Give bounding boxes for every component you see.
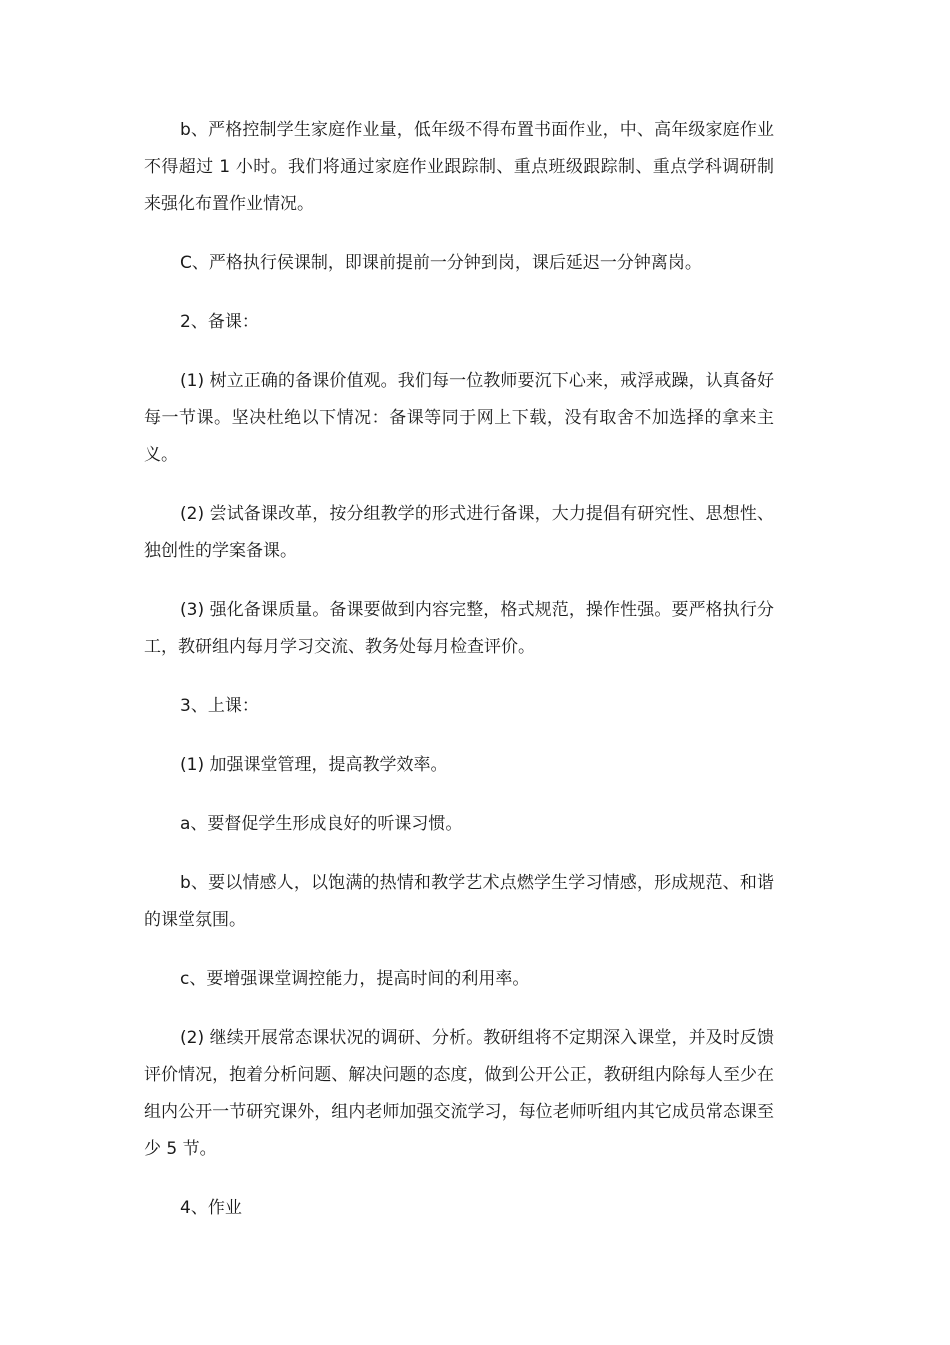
- section-heading-homework: 4、作业: [180, 1198, 242, 1218]
- paragraph-class-control: c、要增强课堂调控能力，提高时间的利用率。: [180, 969, 530, 989]
- paragraph-emotion: b、要以情感人，以饱满的热情和教学艺术点燃学生学习情感，形成规范、和谐的课堂氛围。: [144, 873, 774, 930]
- paragraph-prep-values: (1) 树立正确的备课价值观。我们每一位教师要沉下心来，戒浮戒躁，认真备好每一节课。坚决杜绝以下情况：备课等同于网上下载，没有取舍不加选择的拿来主义。: [144, 371, 774, 465]
- paragraph-class-waiting: C、严格执行侯课制，即课前提前一分钟到岗，课后延迟一分钟离岗。: [180, 253, 702, 273]
- paragraph-listening-habits: a、要督促学生形成良好的听课习惯。: [180, 814, 463, 834]
- paragraph-prep-quality: (3) 强化备课质量。备课要做到内容完整，格式规范，操作性强。要严格执行分工，教研组内每月学习交流、教务处每月检查评价。: [144, 600, 774, 657]
- paragraph-regular-class-research: (2) 继续开展常态课状况的调研、分析。教研组将不定期深入课堂，并及时反馈评价情况，抱着分析问题、解决问题的态度，做到公开公正，教研组内除每人至少在组内公开一节研究课外，组内老师加强交流学习，每位老师听组内其它成员常态课至少 5 节。: [144, 1028, 774, 1159]
- paragraph-prep-reform: (2) 尝试备课改革，按分组教学的形式进行备课，大力提倡有研究性、思想性、独创性的学案备课。: [144, 504, 774, 561]
- section-heading-lesson-prep: 2、备课：: [180, 312, 259, 332]
- paragraph-class-management: (1) 加强课堂管理，提高教学效率。: [180, 755, 448, 775]
- paragraph-homework-limit: b、严格控制学生家庭作业量，低年级不得布置书面作业，中、高年级家庭作业不得超过 1 小时。我们将通过家庭作业跟踪制、重点班级跟踪制、重点学科调研制来强化布置作业情况。: [144, 120, 774, 214]
- document-body: [144, 112, 774, 1249]
- section-heading-teaching: 3、上课：: [180, 696, 259, 716]
